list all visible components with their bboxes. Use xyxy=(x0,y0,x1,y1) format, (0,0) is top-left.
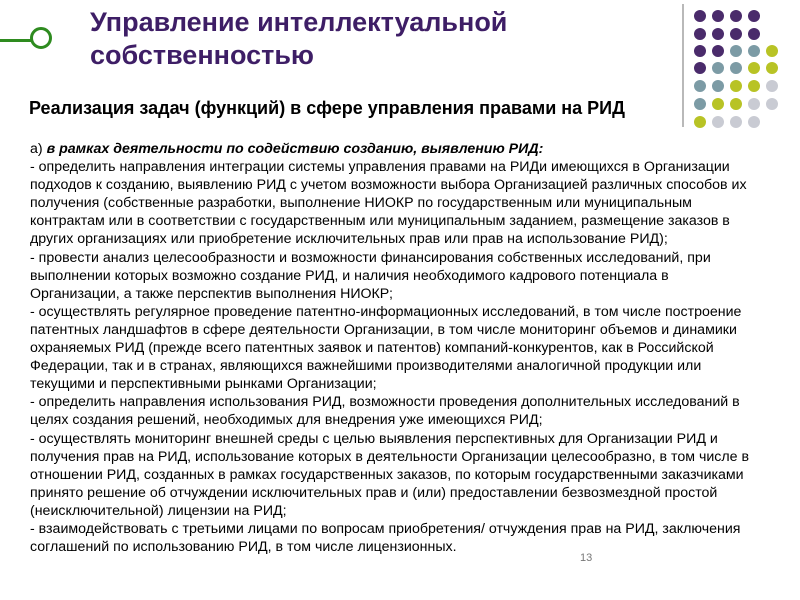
decorative-dot xyxy=(730,10,742,22)
decorative-dot xyxy=(694,28,706,40)
intro-label: а) xyxy=(30,141,43,157)
decorative-dot xyxy=(748,98,760,110)
decorative-dot xyxy=(730,62,742,74)
decorative-dot xyxy=(694,80,706,92)
body-item: - взаимодействовать с третьими лицами по вопросам приобретения/ отчуждения прав на РИД, заключения соглашений по использованию РИД, в том числе лицензионных. xyxy=(30,520,741,556)
decorative-dot xyxy=(694,62,706,74)
decorative-dot xyxy=(694,10,706,22)
body-item: - провести анализ целесообразности и возможности финансирования собственных исследований, при выполнении которых возможно создание РИД, и наличия необходимого кадрового потенциала в Организации, а также перспектив выполнения НИОКР; xyxy=(30,249,711,302)
decorative-dot xyxy=(712,116,724,128)
body-item: - определить направления интеграции системы управления правами на РИДи имеющихся в Организации подходов к созданию, выявлению РИД с учетом возможности выбора Организацией различных способов их получения (собственные разработки, выполнение НИОКР по государственным или муниципальным контрактам или в соответствии с государственным или муниципальным заданием, размещение заказов в других организациях или приобретение исключительных прав или прав на использование РИД); xyxy=(30,159,747,248)
decorative-dot xyxy=(712,80,724,92)
decorative-dot xyxy=(748,80,760,92)
decorative-dot xyxy=(694,45,706,57)
decorative-dot xyxy=(712,98,724,110)
decorative-dot xyxy=(712,45,724,57)
decorative-dot xyxy=(748,62,760,74)
slide-title: Управление интеллектуальной собственностью xyxy=(90,7,508,70)
intro-line xyxy=(30,140,760,158)
decorative-dot xyxy=(748,45,760,57)
decorative-dot xyxy=(766,80,778,92)
decorative-dot xyxy=(712,10,724,22)
decorative-dot xyxy=(730,28,742,40)
decorative-dot xyxy=(766,62,778,74)
decorative-dot xyxy=(748,116,760,128)
body-item: - осуществлять мониторинг внешней среды с целью выявления перспективных для Организации РИД и получения прав на РИД, использование которых в деятельности Организации целесообразно, в том числе в отношении РИД, созданных в рамках государственных заказов, по которым государственными заказчиками принято решение об отчуждении исключительных прав и (или) предоставлении безвозмездной простой (неисключительной) лицензии на РИД; xyxy=(30,430,750,519)
body-item: - осуществлять регулярное проведение патентно-информационных исследований, в том числе построение патентных ландшафтов в сфере деятельности Организации, в том числе мониторинг объемов и динамики охраняемых РИД (прежде всего патентных заявок и патентов) компаний-конкурентов, как в Российской Федерации, так и в странах, являющихся важнейшими производителями аналогичной продукции или текущими и перспективными рынками Организации; xyxy=(30,303,742,393)
decorative-dot xyxy=(730,98,742,110)
decorative-dot xyxy=(748,10,760,22)
slide-body xyxy=(30,140,760,556)
slide-subtitle: Реализация задач (функций) в сфере управления правами на РИД xyxy=(29,98,625,118)
decorative-dot xyxy=(730,116,742,128)
decorative-dot xyxy=(766,45,778,57)
decorative-dot xyxy=(748,28,760,40)
decorative-dot xyxy=(730,80,742,92)
page-number: 13 xyxy=(580,552,593,564)
decorative-dot xyxy=(694,98,706,110)
decorative-dot xyxy=(712,28,724,40)
intro-emphasis: в рамках деятельности по содействию созданию, выявлению РИД: xyxy=(46,141,544,157)
body-item: - определить направления использования РИД, возможности проведения дополнительных исследований в целях создания решений, необходимых для внедрения уже имеющихся РИД; xyxy=(30,394,740,429)
decorative-dot xyxy=(766,98,778,110)
decorative-dot xyxy=(712,62,724,74)
decorative-dot xyxy=(730,45,742,57)
decorative-dot xyxy=(694,116,706,128)
